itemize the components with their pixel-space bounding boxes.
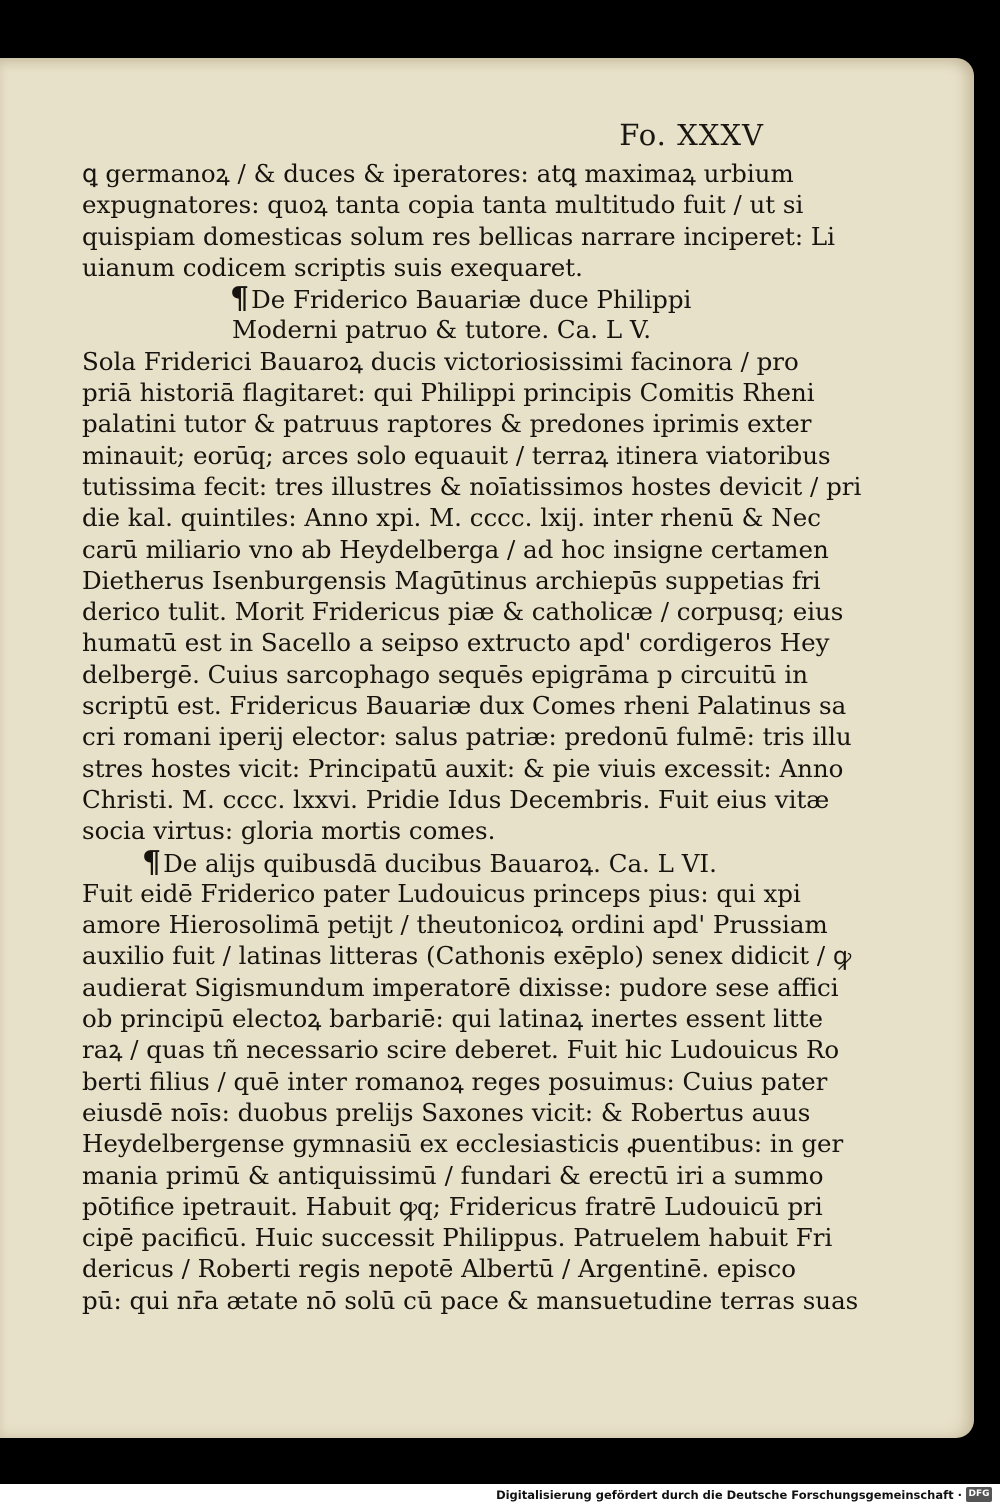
text-line: socia virtus: gloria mortis comes.	[82, 816, 496, 846]
chapter-heading-line	[82, 281, 772, 317]
chapter-heading-text: De alijs quibusdā ducibus Bauaroꝝ. Ca. L VI.	[163, 848, 717, 878]
text-line: uianum codicem scriptis suis exequaret.	[82, 252, 583, 282]
text-line: Heydelbergense gymnasiū ex ecclesiasticis ꝓuentibus: in ger	[82, 1129, 844, 1159]
text-line: palatini tutor & patruus raptores & predones iprimis exter	[82, 409, 812, 439]
text-line: pōtifice ipetrauit. Habuit ꝙq; Fridericus fratrē Ludouicū pri	[82, 1191, 823, 1221]
text-line: ꝗ germanoꝝ / & duces & iperatores: atꝗ maximaꝝ urbium	[82, 159, 794, 188]
text-line: quispiam domesticas solum res bellicas narrare inciperet: Li	[82, 221, 836, 251]
text-line: dericus / Roberti regis nepotē Albertū / Argentinē. episco	[82, 1254, 796, 1284]
chapter-heading-line: Moderni patruo & tutore. Ca. L V.	[232, 315, 652, 345]
text-line: audierat Sigismundum imperatorē dixisse: pudore sese affici	[82, 972, 839, 1002]
book-page	[0, 58, 974, 1438]
text-line: Dietherus Isenburgensis Magūtinus archiepūs suppetias fri	[82, 565, 821, 595]
text-line: stres hostes vicit: Principatū auxit: & pie viuis excessit: Anno	[82, 753, 844, 783]
pilcrow-mark: ¶	[142, 844, 162, 880]
text-line: raꝝ / quas tñ necessario scire deberet. Fuit hic Ludouicus Ro	[82, 1035, 840, 1065]
text-line: minauit; eorūq; arces solo equauit / terraꝝ itinera viatoribus	[82, 440, 831, 470]
pilcrow-mark: ¶	[230, 281, 250, 317]
footer-credit: Digitalisierung gefördert durch die Deutsche Forschungsgemeinschaft ·	[496, 1488, 962, 1502]
text-line: Sola Friderici Bauaroꝝ ducis victoriosissimi facinora / pro	[82, 346, 799, 376]
text-line: scriptū est. Fridericus Bauariæ dux Comes rheni Palatinus sa	[82, 691, 847, 721]
text-line: amore Hierosolimā petijt / theutonicoꝝ ordini apd' Prussiam	[82, 910, 828, 940]
text-line: tutissima fecit: tres illustres & noīatissimos hostes devicit / pri	[82, 471, 862, 501]
text-line: expugnatores: quoꝝ tanta copia tanta multitudo fuit / ut si	[82, 190, 804, 220]
text-line: cipē pacificū. Huic successit Philippus. Patruelem habuit Fri	[82, 1223, 833, 1253]
text-line: pū: qui nr̄a ætate nō solū cū pace & mansuetudine terras suas	[82, 1285, 859, 1315]
text-block	[82, 158, 862, 1316]
digitization-footer	[0, 1484, 1000, 1506]
text-line: cri romani iperij elector: salus patriæ: predonū fulmē: tris illu	[82, 722, 852, 752]
chapter-heading-text: De Friderico Bauariæ duce Philippi	[251, 285, 692, 315]
text-line: priā historiā flagitaret: qui Philippi principis Comitis Rheni	[82, 378, 815, 408]
chapter-heading-line	[82, 844, 772, 880]
text-line: derico tulit. Morit Fridericus piæ & catholicæ / corpusq; eius	[82, 597, 844, 627]
text-line: humatū est in Sacello a seipso extructo apd' cordigeros Hey	[82, 628, 830, 658]
text-line: eiusdē noīs: duobus prelijs Saxones vicit: & Robertus auus	[82, 1097, 811, 1127]
dfg-logo: DFG	[966, 1487, 992, 1502]
text-line: Christi. M. cccc. lxxvi. Pridie Idus Decembris. Fuit eius vitæ	[82, 784, 830, 814]
text-line: delbergē. Cuius sarcophago sequēs epigrāma p circuitū in	[82, 659, 808, 689]
folio-number: Fo. XXXV	[619, 118, 764, 152]
text-line: berti filius / quē inter romanoꝝ reges posuimus: Cuius pater	[82, 1066, 828, 1096]
text-line: carū miliario vno ab Heydelberga / ad hoc insigne certamen	[82, 534, 829, 564]
text-line: mania primū & antiquissimū / fundari & erectū iri a summo	[82, 1160, 824, 1190]
text-line: ob principū electoꝝ barbariē: qui latinaꝝ inertes essent litte	[82, 1004, 824, 1034]
text-line: auxilio fuit / latinas litteras (Cathonis exēplo) senex didicit / ꝙ	[82, 941, 852, 971]
text-line: die kal. quintiles: Anno xpi. M. cccc. lxij. inter rhenū & Nec	[82, 503, 821, 533]
text-line: Fuit eidē Friderico pater Ludouicus princeps pius: qui xpi	[82, 878, 801, 908]
